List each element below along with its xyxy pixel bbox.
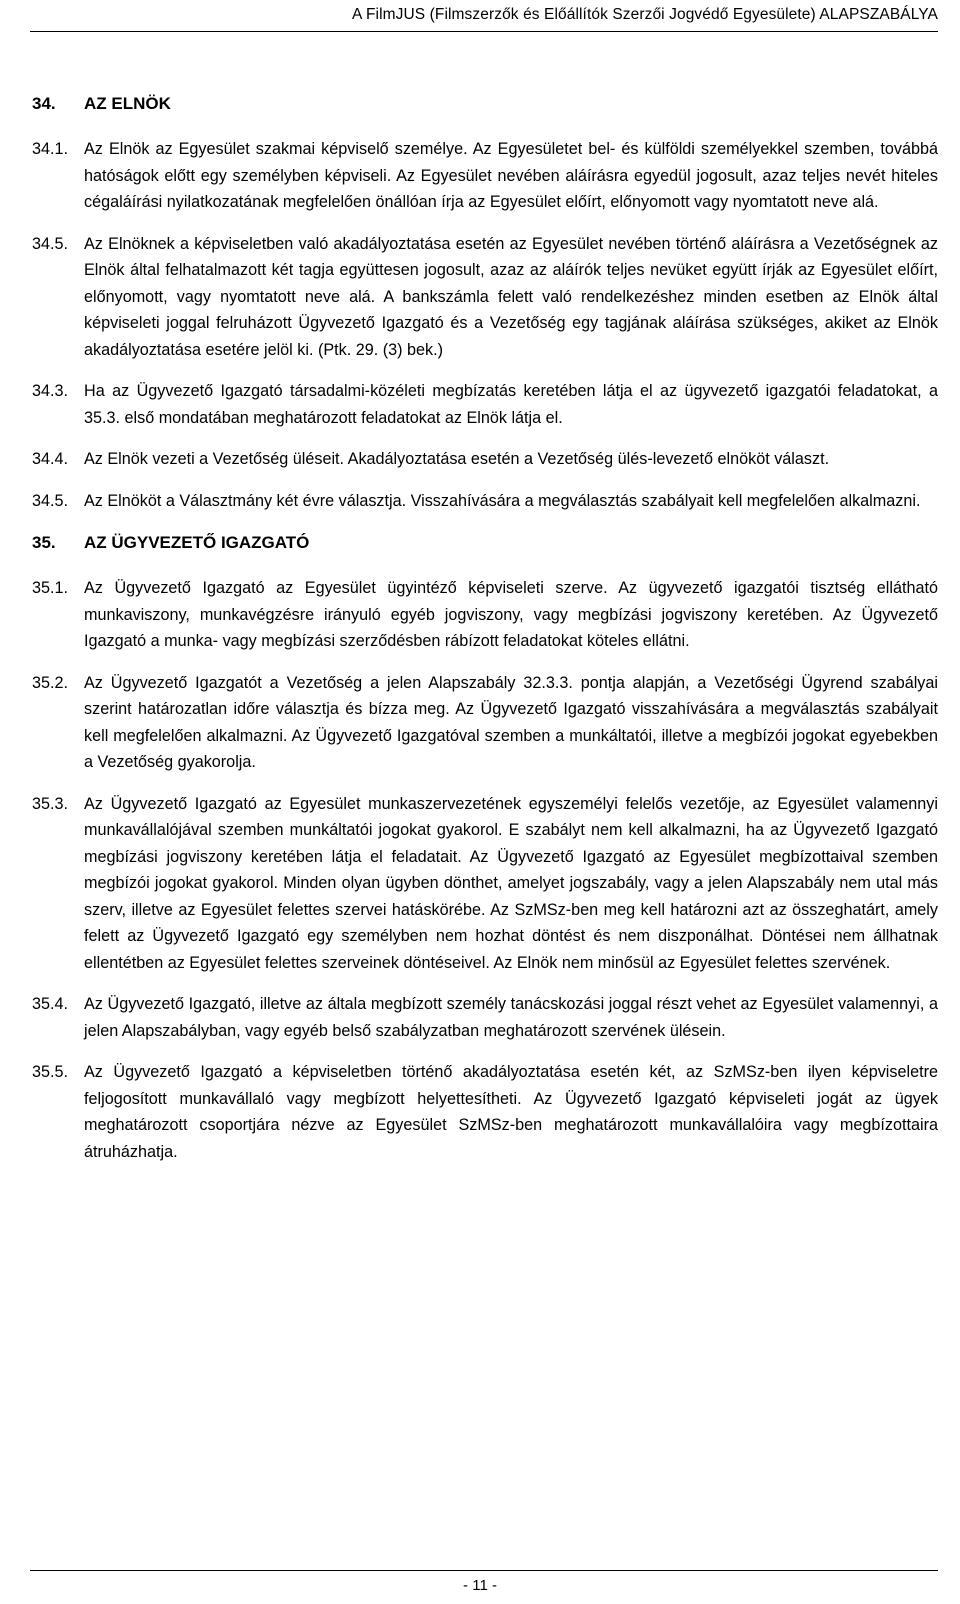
paragraph-number: 35.3.	[32, 794, 69, 813]
paragraph-number: 35.5.	[32, 1063, 69, 1081]
paragraph-35-1	[32, 575, 938, 655]
paragraph-35-4	[32, 991, 938, 1044]
paragraph-number: 34.5.	[32, 491, 69, 510]
paragraph-text: Az Elnököt a Választmány két évre választja. Visszahívására a megválasztás szabályait kell megfelelően alkalmazni.	[84, 491, 921, 510]
paragraph-number: 34.1.	[32, 140, 69, 158]
footer-rule	[30, 1570, 938, 1571]
section-heading-35	[32, 529, 938, 557]
paragraph-34-5b	[32, 488, 938, 515]
paragraph-number: 34.3.	[32, 382, 69, 400]
paragraph-text: Az Elnök az Egyesület szakmai képviselő személye. Az Egyesületet bel- és külföldi személyekkel szemben, továbbá hatóságok előtt egy személyben képviseli. Az Egyesület nevében aláírásra egyedül jogosult, azaz teljes nevét hiteles cégaláírási nyilatkozatának megfelelően önállóan írja az Egyesület előírt, előnyomott vagy nyomtatott neve alá.	[84, 140, 938, 211]
document-header: A FilmJUS (Filmszerzők és Előállítók Szerzői Jogvédő Egyesülete) ALAPSZABÁLYA	[351, 6, 938, 23]
paragraph-number: 34.5.	[32, 234, 69, 253]
paragraph-35-5	[32, 1059, 938, 1165]
paragraph-number: 34.4.	[32, 450, 69, 468]
paragraph-text: Az Ügyvezető Igazgató, illetve az általa megbízott személy tanácskozási joggal részt vehet az Egyesület valamennyi, a jelen Alapszabályban, vagy egyéb belső szabályzatban meghatározott szervének ülésein.	[84, 995, 938, 1040]
section-title: AZ ELNÖK	[84, 94, 171, 113]
paragraph-number: 35.2.	[32, 673, 69, 692]
page-number: - 11 -	[463, 1577, 497, 1594]
paragraph-number: 35.4.	[32, 995, 69, 1013]
paragraph-text: Az Ügyvezető Igazgató az Egyesület munkaszervezetének egyszemélyi felelős vezetője, az Egyesület valamennyi munkavállalójával szemben munkáltatói jogokat gyakorol. E szabályt nem kell alkalmazni, ha az Ügyvezető Igazgató megbízási jogviszony keretében látja el feladatait. Az Ügyvezető Igazgató az Egyesület megbízottaival szemben megbízói jogokat gyakorol. Minden olyan ügyben dönthet, amelyet jogszabály, vagy a jelen Alapszabály nem utal más szerv, illetve az Egyesület felettes szervei hatáskörébe. Az SzMSz-ben meg kell határozni azt az összeghatárt, amely felett az Ügyvezető Igazgató egy személyben nem hozhat döntést és nem diszponálhat. Döntései nem állhatnak ellentétben az Egyesület felettes szerveinek döntéseivel. Az Elnök nem minősül az Egyesület felettes szervének.	[84, 794, 938, 972]
paragraph-34-5a	[32, 231, 938, 364]
paragraph-text: Az Ügyvezető Igazgatót a Vezetőség a jelen Alapszabály 32.3.3. pontja alapján, a Vezetőségi Ügyrend szabályai szerint határozatlan időre választja és bízza meg. Az Ügyvezető Igazgató visszahívására a megválasztás szabályait kell megfelelően alkalmazni. Az Ügyvezető Igazgatóval szemben a munkáltatói, illetve a megbízói jogokat egyebekben a Vezetőség gyakorolja.	[84, 673, 938, 771]
paragraph-number: 35.1.	[32, 579, 69, 597]
paragraph-text: Az Elnöknek a képviseletben való akadályoztatása esetén az Egyesület nevében történő aláírásra a Vezetőségnek az Elnök által felhatalmazott két tagja együttesen jogosult, azaz az aláírók teljes nevüket együtt írják az Egyesület előírt, előnyomott, vagy nyomtatott neve alá. A bankszámla felett való rendelkezéshez minden esetben az Elnök által képviseleti joggal felruházott Ügyvezető Igazgató és a Vezetőség egy tagjának aláírása szükséges, akiket az Elnök akadályoztatása esetére jelöl ki. (Ptk. 29. (3) bek.)	[84, 234, 938, 359]
section-heading-34	[32, 90, 938, 118]
paragraph-35-2	[32, 670, 938, 776]
paragraph-text: Az Ügyvezető Igazgató a képviseletben történő akadályoztatása esetén két, az SzMSz-ben ilyen képviseletre feljogosított munkavállaló vagy megbízott helyettesítheti. Az Ügyvezető Igazgató képviseleti jogát az ügyek meghatározott csoportjára nézve az Egyesület SzMSz-ben meghatározott munkavállalóira vagy megbízottaira átruházhatja.	[84, 1063, 938, 1161]
section-number: 35.	[32, 533, 56, 552]
section-title: AZ ÜGYVEZETŐ IGAZGATÓ	[84, 533, 310, 552]
section-number: 34.	[32, 94, 56, 113]
paragraph-text: Az Ügyvezető Igazgató az Egyesület ügyintéző képviseleti szerve. Az ügyvezető igazgatói tisztség ellátható munkaviszony, munkavégzésre irányuló egyéb jogviszony, vagy megbízási jogviszony keretében. Az Ügyvezető Igazgató a munka- vagy megbízási szerződésben rábízott feladatokat köteles ellátni.	[84, 579, 938, 650]
document-body	[32, 90, 938, 1180]
paragraph-35-3	[32, 791, 938, 977]
paragraph-34-3	[32, 378, 938, 431]
paragraph-text: Ha az Ügyvezető Igazgató társadalmi-közéleti megbízatás keretében látja el az ügyvezető igazgatói feladatokat, a 35.3. első mondatában meghatározott feladatokat az Elnök látja el.	[84, 382, 938, 427]
header-rule	[30, 31, 938, 32]
paragraph-text: Az Elnök vezeti a Vezetőség üléseit. Akadályoztatása esetén a Vezetőség ülés-levezető elnököt választ.	[84, 450, 830, 468]
paragraph-34-4	[32, 446, 938, 473]
paragraph-34-1	[32, 136, 938, 216]
